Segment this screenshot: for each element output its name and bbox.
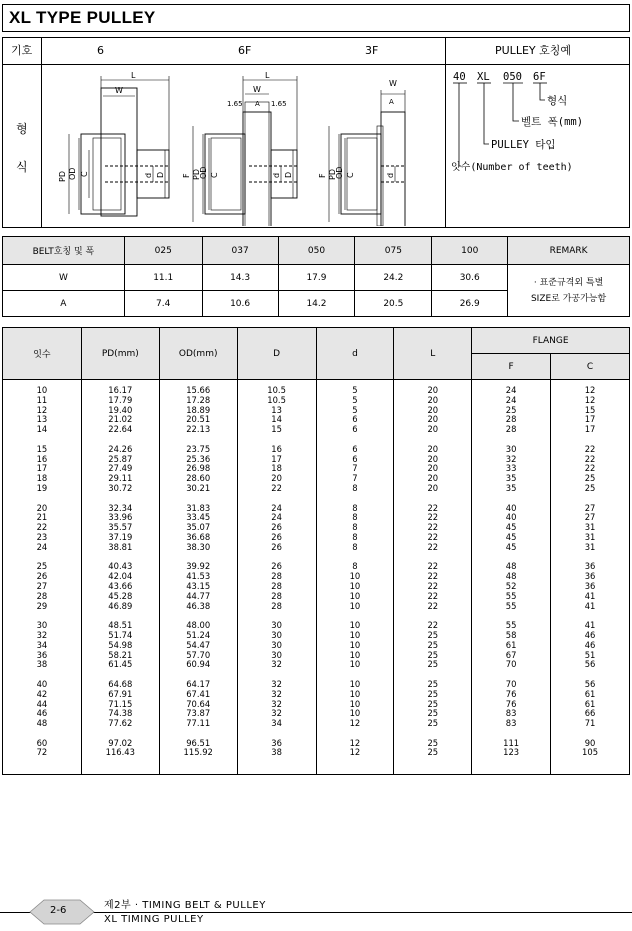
svg-text:d: d [386, 172, 395, 178]
example-header: PULLEY 호칭예 [495, 44, 571, 57]
header-od: OD(mm) [159, 328, 237, 380]
column-teeth: 10 11 12 13 14 15 16 17 18 19 20 21 22 23 24 25 26 27 28 29 30 32 34 36 38 40 42 44 46 48 60 72 [3, 380, 82, 775]
type-6f-header: 6F [238, 44, 252, 57]
column-big-d: 10.5 10.5 13 14 15 16 17 18 20 22 24 24 26 26 26 26 28 28 28 28 30 30 30 30 32 32 32 32 32 34 36 38 [237, 380, 316, 775]
meaning-pulley-type: PULLEY 타입 [491, 139, 556, 151]
example-teeth: 40 [453, 71, 466, 83]
svg-text:F: F [318, 173, 327, 178]
meaning-width: 벨트 폭(mm) [521, 116, 584, 128]
type-6-header: 6 [97, 44, 104, 57]
svg-text:C: C [80, 171, 89, 177]
header-pd: PD(mm) [81, 328, 159, 380]
meaning-type: 형식 [547, 95, 568, 107]
svg-text:L: L [131, 71, 136, 80]
column-c: 12 12 15 17 17 22 22 22 25 25 27 27 31 31 31 36 36 36 41 41 41 46 46 51 56 56 61 61 66 71 90 105 [551, 380, 630, 775]
remark-header: REMARK [508, 237, 630, 265]
svg-text:OD: OD [199, 166, 208, 179]
svg-text:C: C [346, 172, 355, 178]
example-width: 050 [503, 71, 522, 83]
belt-row-w: W 11.1 14.3 17.9 24.2 30.6 · 표준규격외 특별 SIZE로 가공가능함 [3, 265, 630, 291]
form-label-1: 형 [16, 122, 28, 136]
meaning-teeth: 잇수(Number of teeth) [451, 162, 573, 173]
footer-section: 제2부 · TIMING BELT & PULLEY [104, 900, 266, 911]
belt-width-025: 025 [124, 237, 202, 265]
pulley-drawings [43, 66, 443, 226]
belt-row-a: A 7.4 10.6 14.2 20.5 26.9 [3, 291, 630, 317]
header-flange: FLANGE [472, 328, 630, 354]
svg-text:PD: PD [192, 169, 201, 180]
belt-width-037: 037 [202, 237, 278, 265]
header-l: L [394, 328, 472, 380]
type-3f-header: 3F [365, 44, 379, 57]
pulley-type-section [2, 37, 630, 228]
header-f: F [472, 354, 551, 380]
form-label-2: 식 [16, 160, 28, 174]
belt-width-050: 050 [278, 237, 355, 265]
header-small-d: d [316, 328, 394, 380]
svg-text:PD: PD [58, 171, 67, 182]
footer-subsection: XL TIMING PULLEY [104, 914, 204, 925]
svg-text:1.65: 1.65 [227, 100, 243, 108]
svg-text:PD: PD [328, 169, 337, 180]
belt-header-label: BELT호칭 및 폭 [3, 237, 125, 265]
svg-text:F: F [182, 173, 191, 178]
svg-text:OD: OD [68, 167, 77, 180]
header-teeth: 잇수 [3, 328, 82, 380]
belt-width-table [2, 236, 630, 317]
header-big-d: D [237, 328, 316, 380]
column-l: 20 20 20 20 20 20 20 20 20 20 22 22 22 22 22 22 22 22 22 22 22 25 25 25 25 25 25 25 25 25 25 25 [394, 380, 472, 775]
example-belt: XL [477, 71, 490, 83]
svg-text:W: W [253, 85, 261, 94]
svg-text:d: d [272, 172, 281, 178]
svg-text:OD: OD [335, 166, 344, 179]
drawing-type-6 [69, 76, 169, 216]
svg-text:1.65: 1.65 [271, 100, 287, 108]
svg-text:L: L [265, 71, 270, 80]
svg-text:C: C [210, 172, 219, 178]
belt-width-100: 100 [432, 237, 508, 265]
page-title: XL TYPE PULLEY [2, 4, 630, 32]
pulley-dimension-table [2, 327, 630, 775]
symbol-header: 기호 [11, 44, 33, 57]
page-number: 2-6 [50, 905, 67, 916]
svg-text:W: W [115, 86, 123, 95]
svg-text:d: d [144, 172, 153, 178]
header-c: C [551, 354, 630, 380]
column-od: 15.66 17.28 18.89 20.51 22.13 23.75 25.36 26.98 28.60 30.21 31.83 33.45 35.07 36.68 38.30 39.92 41.53 43.15 44.77 46.38 48.00 51.24 54.47 57.70 60.94 64.17 67.41 70.64 73.87 77.11 96.51 115.92 [159, 380, 237, 775]
svg-text:A: A [389, 98, 394, 106]
column-f: 24 24 25 28 28 30 32 33 35 35 40 40 45 45 45 48 48 52 55 55 55 58 61 67 70 70 76 76 83 83 111 123 [472, 380, 551, 775]
column-pd: 16.17 17.79 19.40 21.02 22.64 24.26 25.87 27.49 29.11 30.72 32.34 33.96 35.57 37.19 38.81 40.43 42.04 43.66 45.28 46.89 48.51 51.74 54.98 58.21 61.45 64.68 67.91 71.15 74.38 77.62 97.02 116.43 [81, 380, 159, 775]
svg-text:D: D [284, 171, 293, 178]
belt-width-075: 075 [355, 237, 432, 265]
designation-example [449, 66, 629, 226]
svg-text:A: A [255, 100, 260, 108]
column-small-d: 5 5 5 6 6 6 6 7 7 8 8 8 8 8 8 8 10 10 10 10 10 10 10 10 10 10 10 10 10 12 12 12 [316, 380, 394, 775]
svg-text:D: D [156, 171, 165, 178]
svg-text:W: W [389, 79, 397, 88]
remark-cell: · 표준규격외 특별 SIZE로 가공가능함 [508, 265, 630, 317]
drawing-type-6f [193, 76, 297, 226]
example-type: 6F [533, 71, 546, 83]
drawing-type-3f [329, 90, 405, 226]
